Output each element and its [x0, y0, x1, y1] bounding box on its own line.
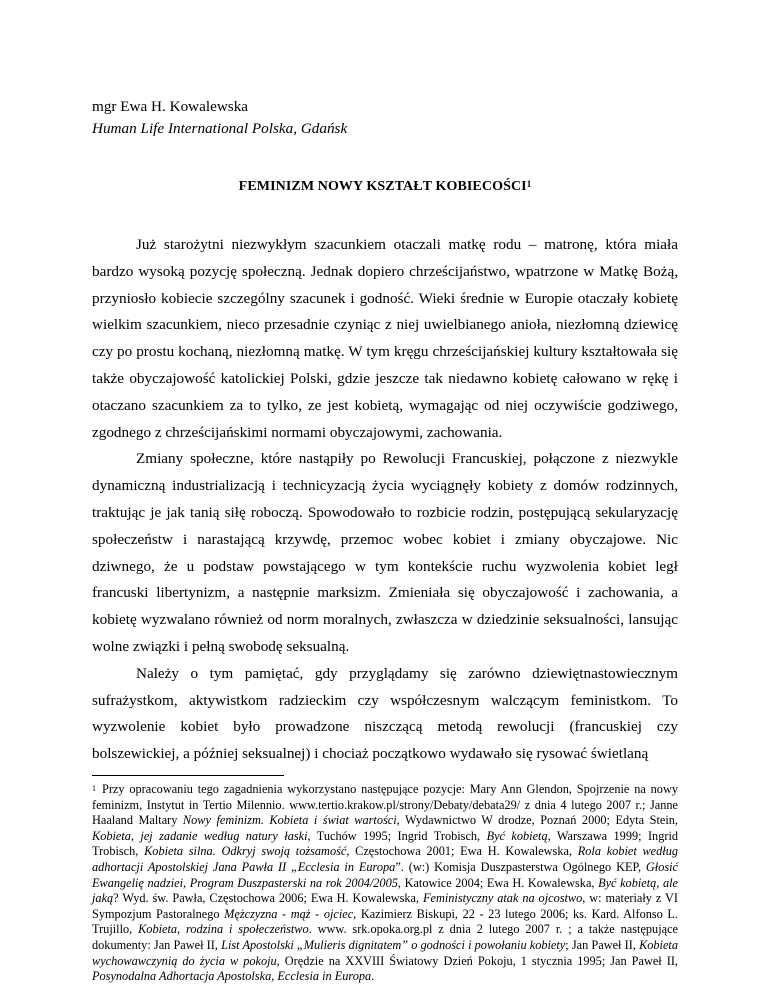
title-footnote-mark[interactable]: 1 — [526, 179, 532, 189]
footnote-text-segment: Orędzie na XXVIII Światowy Dzień Pokoju, 1 stycznia 1995; Jan Paweł II, — [279, 953, 678, 968]
title-text: FEMINIZM NOWY KSZTAŁT KOBIECOŚCI — [238, 179, 527, 194]
footnote-title-italic: Być kobietą — [486, 828, 548, 843]
footnote-text-segment: , Tuchów 1995; Ingrid Trobisch, — [307, 828, 487, 843]
footnote-title-italic: Kobieta, rodzina i społeczeństwo — [138, 922, 309, 937]
footnote-title-italic: Kobieta silna. Odkryj swoją tożsamość — [144, 844, 347, 859]
footnote-text-segment: . — [371, 969, 375, 984]
footnote-text — [92, 782, 678, 983]
author-affiliation: Human Life International Polska, Gdańsk — [92, 120, 348, 137]
footnote-title-italic: Kobieta, jej zadanie według natury łaski — [92, 828, 308, 843]
footnote-title-italic: List Apostolski „Mulieris dignitatem” o godności i powołaniu kobiety — [221, 937, 566, 952]
footnote-text-segment: , Katowice 2004; Ewa H. Kowalewska, — [397, 875, 599, 890]
article-title — [92, 176, 678, 198]
footnote-title-italic: Głosić Ewangelię nadziei, Program Duszpasterski na rok 2004/2005 — [92, 859, 679, 890]
footnote-separator — [92, 775, 284, 776]
footnote-text-segment: . www. srk.opoka.org.pl z dnia 2 lutego 2007 r. ; a także następujące dokumenty: Jan Paweł II, — [92, 922, 678, 952]
footnote-text-segment: ; Jan Paweł II, — [565, 937, 640, 952]
author-name: mgr Ewa H. Kowalewska — [92, 98, 249, 115]
footnote-title-italic: Mężczyzna - mąż - ojciec, — [224, 906, 357, 921]
footnote-text-segment: , Częstochowa 2001; Ewa H. Kowalewska, — [346, 844, 578, 859]
footnote-text-segment: Przy opracowaniu tego zagadnienia wykorzystano następujące pozycje: Mary Ann Glendon, Spojrzenie na nowy feminizm, Instytut in Tertio Milennio. www.tertio.krakow.pl/strony/Debaty/debata29/ z dnia 4 lutego 2007 r.; Janne Haaland Maltary — [92, 782, 678, 828]
paragraph-1: Już starożytni niezwykłym szacunkiem otaczali matkę rodu – matronę, która miała bardzo wysoką pozycję społeczną. Jednak dopiero chrześcijaństwo, wpatrzone w Matkę Bożą, przyniosło kobiecie szczególny szacunek i godność. Wieki średnie w Europie otaczały kobietę wielkim szacunkiem, nieco przesadnie czyniąc z niej uwielbianego anioła, niezłomną dziewicę czy po prostu kochaną, niezłomną matkę. W tym kręgu chrześcijańskiej kultury kształtowała się także obyczajowość katolickiej Polski, gdzie jeszcze tak niedawno kobietę całowano w rękę i otaczano szacunkiem za to tylko, ze jest kobietą, wymagając od niej oczywiście godziwego, zgodnego z chrześcijańskimi normami obyczajowymi, zachowania. — [92, 236, 678, 441]
article-body — [92, 232, 678, 768]
footnote-text-segment: Kazimierz Biskupi, 22 - 23 lutego 2006; ks. Kard. Alfonso L. Trujillo, — [92, 906, 678, 937]
footnote-text-segment: ”. (w:) Komisja Duszpasterstwa Ogólnego KEP, — [395, 859, 646, 874]
footnote-title-italic: Rola kobiet według adhortacji Apostolskiej Jana Pawła II „Ecclesia in Europa — [92, 844, 678, 874]
footnote-mark: 1 — [92, 784, 96, 793]
footnote-text-segment: , Warszawa 1999; Ingrid Trobisch, — [92, 828, 679, 859]
paragraph-2: Zmiany społeczne, które nastąpiły po Rewolucji Francuskiej, połączone z niezwykle dynamiczną industrializacją i technicyzacją życia wyciągnęły kobiety z domów rodzinnych, traktując je jak tanią siłę roboczą. Spowodowało to rozbicie rodzin, postępującą sekularyzację społeczeństw i narastającą krzywdę, przemoc wobec kobiet i zmiany obyczajowe. Nic dziwnego, że u podstaw powstającego w tym kontekście ruchu wyzwolenia kobiet legł francuski libertynizm, a następnie marksizm. Zmieniała się obyczajowość i zachowania, a kobietę wyzwalano również od norm moralnych, zwłaszcza w dziedzinie seksualności, lansując wolne związki i pełną swobodę seksualną. — [92, 450, 678, 655]
footnote-text-segment: , Wydawnictwo W drodze, Poznań 2000; Edyta Stein, — [396, 813, 678, 828]
paragraph-3: Należy o tym pamiętać, gdy przyglądamy się zarówno dziewiętnastowiecznym sufrażystkom, aktywistkom radzieckim czy współczesnym walczącym feministkom. To wyzwolenie kobiet było prowadzone niszczącą metodą rewolucji (francuskiej czy bolszewickiej, a później seksualnej) i chociaż początkowo wydawało się rysować świetlaną — [92, 664, 678, 763]
footnote-title-italic: Kobieta wychowawczynią do życia w pokoju, — [92, 937, 679, 968]
footnote-text-segment: ? Wyd. św. Pawła, Częstochowa 2006; Ewa H. Kowalewska, — [113, 891, 423, 906]
footnote-1 — [92, 782, 678, 985]
footnote-title-italic: Feministyczny atak na ojcostwo — [422, 891, 583, 906]
footnote-text-segment: , w: materiały z VI Sympozjum Pastoralnego — [92, 891, 678, 921]
footnote-title-italic: Być kobietą, ale jaką — [92, 875, 678, 906]
footnote-title-italic: Nowy feminizm. Kobieta i świat wartości — [182, 813, 397, 828]
footnote-title-italic: Posynodalna Adhortacja Apostolska, Ecclesia in Europa — [92, 969, 372, 984]
